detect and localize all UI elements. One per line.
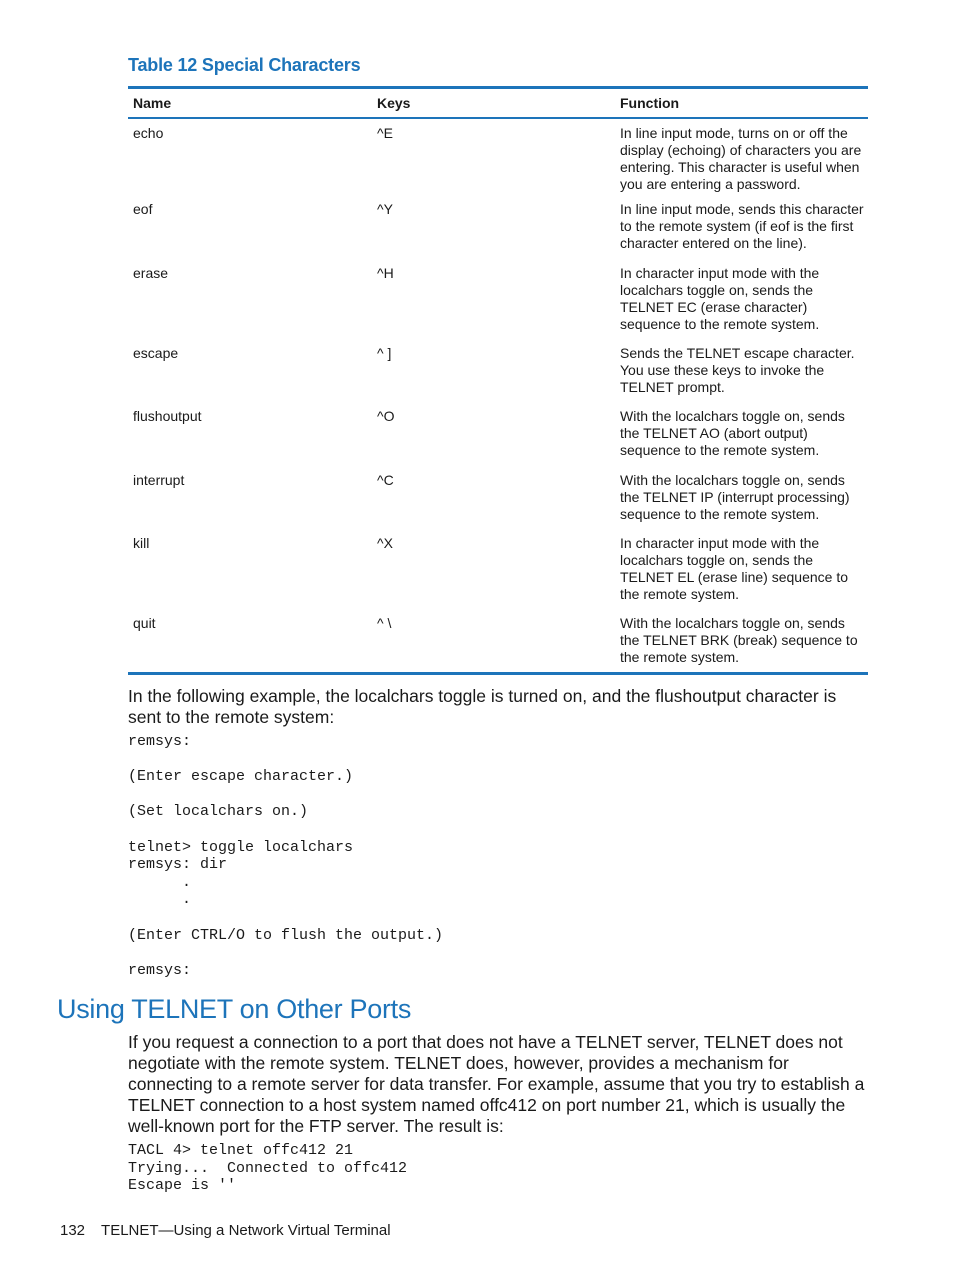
cell-name: eof: [133, 201, 153, 217]
cell-name: quit: [133, 615, 156, 631]
cell-keys: ^X: [377, 535, 393, 551]
cell-keys: ^H: [377, 265, 394, 281]
table-caption: Table 12 Special Characters: [128, 55, 361, 75]
cell-function: In character input mode with the localchars toggle on, sends the TELNET EL (erase line) sequence to the remote system.: [620, 535, 849, 602]
table-bottom-rule: [128, 672, 868, 675]
cell-keys: ^E: [377, 125, 393, 141]
cell-function: Sends the TELNET escape character. You use these keys to invoke the TELNET prompt.: [620, 345, 855, 395]
cell-name: erase: [133, 265, 169, 281]
cell-keys: ^C: [377, 472, 394, 488]
table-row: [128, 613, 868, 672]
other-ports-paragraph: If you request a connection to a port that does not have a TELNET server, TELNET does not negotiate with the remote system. TELNET does, however, provides a mechanism for connecting to a remote server for data transfer. For example, assume that you try to establish a TELNET connection to a host system named offc412 on port number 21, which is usually the well-known port for the FTP server. The result is:: [128, 1032, 865, 1136]
cell-keys: ^ \: [377, 615, 392, 631]
cell-function: In character input mode with the localchars toggle on, sends the TELNET EC (erase character) sequence to the remote system.: [620, 265, 820, 332]
cell-keys: ^O: [377, 408, 395, 424]
page-number: 132: [60, 1222, 86, 1239]
cell-name: echo: [133, 125, 164, 141]
table-row: [128, 199, 868, 263]
table-header-row: [128, 89, 868, 117]
footer-title: TELNET—Using a Network Virtual Terminal: [101, 1222, 391, 1239]
cell-name: kill: [133, 535, 150, 551]
cell-function: With the localchars toggle on, sends the TELNET AO (abort output) sequence to the remote system.: [620, 408, 845, 458]
header-keys: Keys: [377, 95, 411, 111]
cell-keys: ^ ]: [377, 345, 392, 361]
special-characters-table: [128, 86, 868, 675]
result-code-block: TACL 4> telnet offc412 21 Trying... Connected to offc412 Escape is '': [128, 1142, 408, 1195]
table-row: [128, 406, 868, 470]
table-row: [128, 533, 868, 613]
cell-function: In line input mode, sends this character to the remote system (if eof is the first character entered on the line).: [620, 201, 864, 251]
cell-name: escape: [133, 345, 179, 361]
cell-name: flushoutput: [133, 408, 202, 424]
page-footer: [60, 1222, 391, 1239]
cell-function: With the localchars toggle on, sends the TELNET IP (interrupt processing) sequence to the remote system.: [620, 472, 850, 522]
example-code-block: remsys: (Enter escape character.) (Set localchars on.) telnet> toggle localchars remsys: dir . . (Enter CTRL/O to flush the output.) remsys:: [128, 733, 444, 979]
table-row: [128, 263, 868, 343]
section-heading: Using TELNET on Other Ports: [57, 994, 412, 1024]
cell-keys: ^Y: [377, 201, 393, 217]
example-intro-paragraph: In the following example, the localchars toggle is turned on, and the flushoutput character is sent to the remote system:: [128, 686, 837, 727]
table-row: [128, 119, 868, 199]
header-name: Name: [133, 95, 172, 111]
cell-function: In line input mode, turns on or off the display (echoing) of characters you are entering. This character is useful when you are entering a password.: [620, 125, 862, 192]
table-row: [128, 470, 868, 533]
cell-name: interrupt: [133, 472, 185, 488]
header-function: Function: [620, 95, 680, 111]
table-row: [128, 343, 868, 406]
cell-function: With the localchars toggle on, sends the TELNET BRK (break) sequence to the remote system.: [620, 615, 858, 665]
